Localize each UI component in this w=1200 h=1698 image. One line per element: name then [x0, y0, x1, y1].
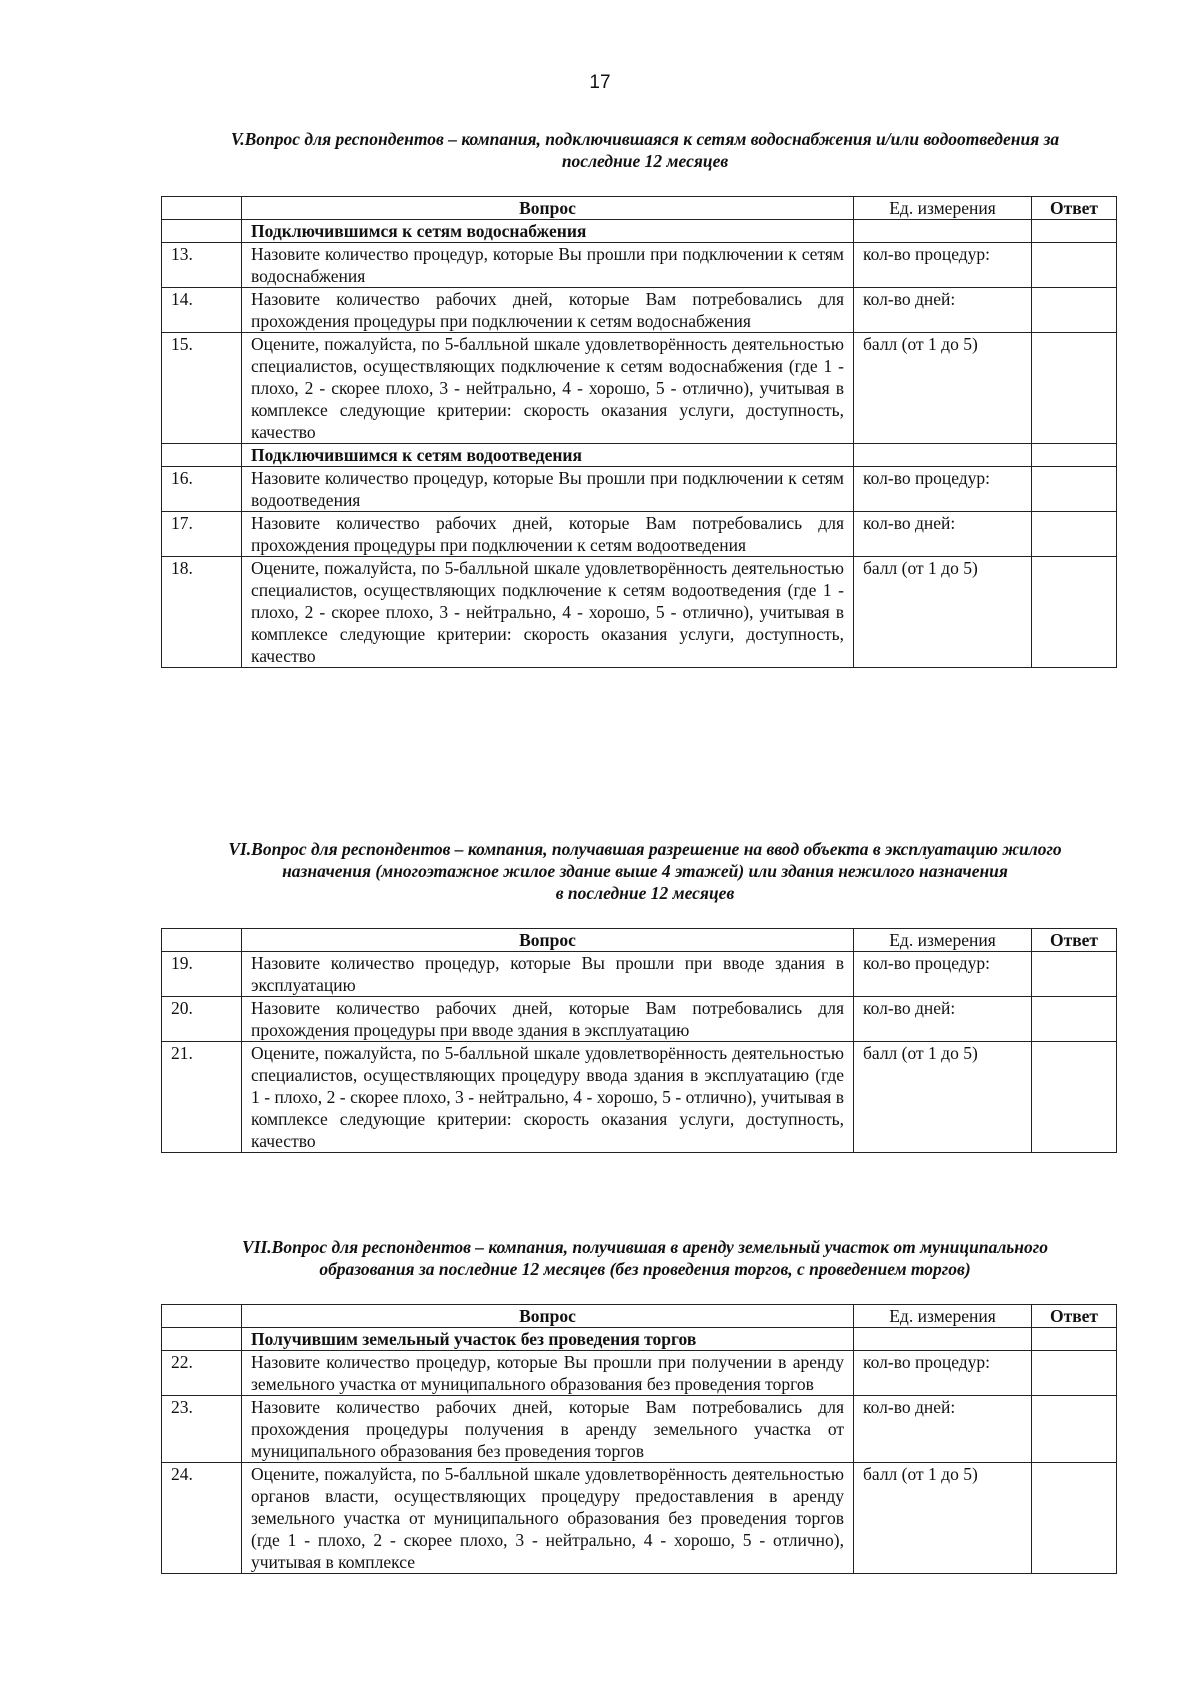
header-num-cell	[162, 929, 242, 952]
question-text: Оцените, пожалуйста, по 5-балльной шкале удовлетворённость деятельностью специалистов, осуществляющих подключение к сетям водоотведения (где 1 - плохо, 2 - скорее плохо, 3 - нейтрально, 4 - хорошо, 5 - отлично), учитывая в комплексе следующие критерии: скорость оказания услуги, доступность, качество	[242, 557, 854, 668]
question-number: 13.	[162, 243, 242, 288]
header-question: Вопрос	[242, 929, 854, 952]
header-answer: Ответ	[1032, 1305, 1117, 1328]
question-number: 16.	[162, 467, 242, 512]
question-number: 14.	[162, 288, 242, 333]
question-number: 15.	[162, 333, 242, 444]
unit-cell: кол-во процедур:	[854, 243, 1032, 288]
header-question: Вопрос	[242, 1305, 854, 1328]
section-title-line: назначения (многоэтажное жилое здание выше 4 этажей) или здания нежилого назначения	[282, 861, 1008, 881]
question-row	[162, 1351, 1117, 1396]
header-answer: Ответ	[1032, 197, 1117, 220]
section-5-table	[161, 196, 1117, 668]
question-number: 23.	[162, 1396, 242, 1463]
unit-cell: кол-во процедур:	[854, 467, 1032, 512]
question-row	[162, 997, 1117, 1042]
unit-cell: балл (от 1 до 5)	[854, 557, 1032, 668]
question-row	[162, 512, 1117, 557]
answer-cell[interactable]	[1032, 333, 1117, 444]
question-row	[162, 243, 1117, 288]
section-title-line: последние 12 месяцев	[561, 151, 729, 171]
header-unit: Ед. измерения	[854, 929, 1032, 952]
answer-cell[interactable]	[1032, 997, 1117, 1042]
answer-cell[interactable]	[1032, 1463, 1117, 1574]
section-6-title	[150, 838, 1140, 904]
answer-cell[interactable]	[1032, 288, 1117, 333]
section-title-line: V.Вопрос для респондентов – компания, подключившаяся к сетям водоснабжения и/или водоотведения за	[230, 129, 1060, 149]
header-unit: Ед. измерения	[854, 197, 1032, 220]
question-row	[162, 1396, 1117, 1463]
answer-cell[interactable]	[1032, 1396, 1117, 1463]
unit-cell: кол-во дней:	[854, 288, 1032, 333]
question-number: 20.	[162, 997, 242, 1042]
answer-cell[interactable]	[1032, 243, 1117, 288]
question-text: Назовите количество рабочих дней, которые Вам потребовались для прохождения процедуры получения в аренду земельного участка от муниципального образования без проведения торгов	[242, 1396, 854, 1463]
question-number: 24.	[162, 1463, 242, 1574]
question-row	[162, 288, 1117, 333]
question-number: 17.	[162, 512, 242, 557]
unit-cell: кол-во дней:	[854, 1396, 1032, 1463]
section-title-line: образования за последние 12 месяцев (без проведения торгов, с проведением торгов)	[319, 1259, 971, 1279]
header-unit: Ед. измерения	[854, 1305, 1032, 1328]
question-text: Назовите количество процедур, которые Вы прошли при получении в аренду земельного участка от муниципального образования без проведения торгов	[242, 1351, 854, 1396]
subheader-row	[162, 444, 1117, 467]
unit-cell: кол-во процедур:	[854, 1351, 1032, 1396]
subheader-row	[162, 1328, 1117, 1351]
question-text: Назовите количество рабочих дней, которые Вам потребовались для прохождения процедуры при вводе здания в эксплуатацию	[242, 997, 854, 1042]
question-row	[162, 1042, 1117, 1153]
subheader-row	[162, 220, 1117, 243]
unit-cell: кол-во дней:	[854, 512, 1032, 557]
answer-cell[interactable]	[1032, 557, 1117, 668]
question-text: Назовите количество процедур, которые Вы прошли при вводе здания в эксплуатацию	[242, 952, 854, 997]
unit-cell: балл (от 1 до 5)	[854, 1042, 1032, 1153]
section-title-line: в последние 12 месяцев	[555, 883, 735, 903]
section-title-line: VII.Вопрос для респондентов – компания, получившая в аренду земельный участок от муниципального	[242, 1237, 1048, 1257]
question-number: 21.	[162, 1042, 242, 1153]
question-text: Назовите количество рабочих дней, которые Вам потребовались для прохождения процедуры при подключении к сетям водоснабжения	[242, 288, 854, 333]
question-number: 22.	[162, 1351, 242, 1396]
section-6-table	[161, 928, 1117, 1153]
question-row	[162, 557, 1117, 668]
unit-cell: балл (от 1 до 5)	[854, 333, 1032, 444]
section-7-title	[150, 1236, 1140, 1280]
header-answer: Ответ	[1032, 929, 1117, 952]
subheader-text: Подключившимся к сетям водоотведения	[242, 444, 854, 467]
section-7-table	[161, 1304, 1117, 1574]
unit-cell: кол-во процедур:	[854, 952, 1032, 997]
header-num-cell	[162, 197, 242, 220]
subheader-text: Подключившимся к сетям водоснабжения	[242, 220, 854, 243]
header-num-cell	[162, 1305, 242, 1328]
question-number: 18.	[162, 557, 242, 668]
question-text: Назовите количество процедур, которые Вы прошли при подключении к сетям водоотведения	[242, 467, 854, 512]
question-number: 19.	[162, 952, 242, 997]
answer-cell[interactable]	[1032, 1042, 1117, 1153]
question-text: Оцените, пожалуйста, по 5-балльной шкале удовлетворённость деятельностью органов власти, осуществляющих процедуру предоставления в аренду земельного участка от муниципального образования без проведения торгов (где 1 - плохо, 2 - скорее плохо, 3 - нейтрально, 4 - хорошо, 5 - отлично), учитывая в комплексе	[242, 1463, 854, 1574]
question-text: Назовите количество рабочих дней, которые Вам потребовались для прохождения процедуры при подключении к сетям водоотведения	[242, 512, 854, 557]
question-text: Оцените, пожалуйста, по 5-балльной шкале удовлетворённость деятельностью специалистов, осуществляющих процедуру ввода здания в эксплуатацию (где 1 - плохо, 2 - скорее плохо, 3 - нейтрально, 4 - хорошо, 5 - отлично), учитывая в комплексе следующие критерии: скорость оказания услуги, доступность, качество	[242, 1042, 854, 1153]
answer-cell[interactable]	[1032, 1351, 1117, 1396]
table-header-row	[162, 1305, 1117, 1328]
question-text: Оцените, пожалуйста, по 5-балльной шкале удовлетворённость деятельностью специалистов, осуществляющих подключение к сетям водоснабжения (где 1 - плохо, 2 - скорее плохо, 3 - нейтрально, 4 - хорошо, 5 - отлично), учитывая в комплексе следующие критерии: скорость оказания услуги, доступность, качество	[242, 333, 854, 444]
table-header-row	[162, 929, 1117, 952]
page-number: 17	[589, 72, 611, 93]
unit-cell: кол-во дней:	[854, 997, 1032, 1042]
question-row	[162, 467, 1117, 512]
subheader-text: Получившим земельный участок без проведения торгов	[242, 1328, 854, 1351]
table-header-row	[162, 197, 1117, 220]
header-question: Вопрос	[242, 197, 854, 220]
answer-cell[interactable]	[1032, 952, 1117, 997]
question-row	[162, 1463, 1117, 1574]
unit-cell: балл (от 1 до 5)	[854, 1463, 1032, 1574]
question-row	[162, 333, 1117, 444]
section-5-title	[150, 128, 1140, 172]
section-title-line: VI.Вопрос для респондентов – компания, получавшая разрешение на ввод объекта в эксплуатацию жилого	[228, 839, 1062, 859]
question-text: Назовите количество процедур, которые Вы прошли при подключении к сетям водоснабжения	[242, 243, 854, 288]
answer-cell[interactable]	[1032, 467, 1117, 512]
answer-cell[interactable]	[1032, 512, 1117, 557]
question-row	[162, 952, 1117, 997]
